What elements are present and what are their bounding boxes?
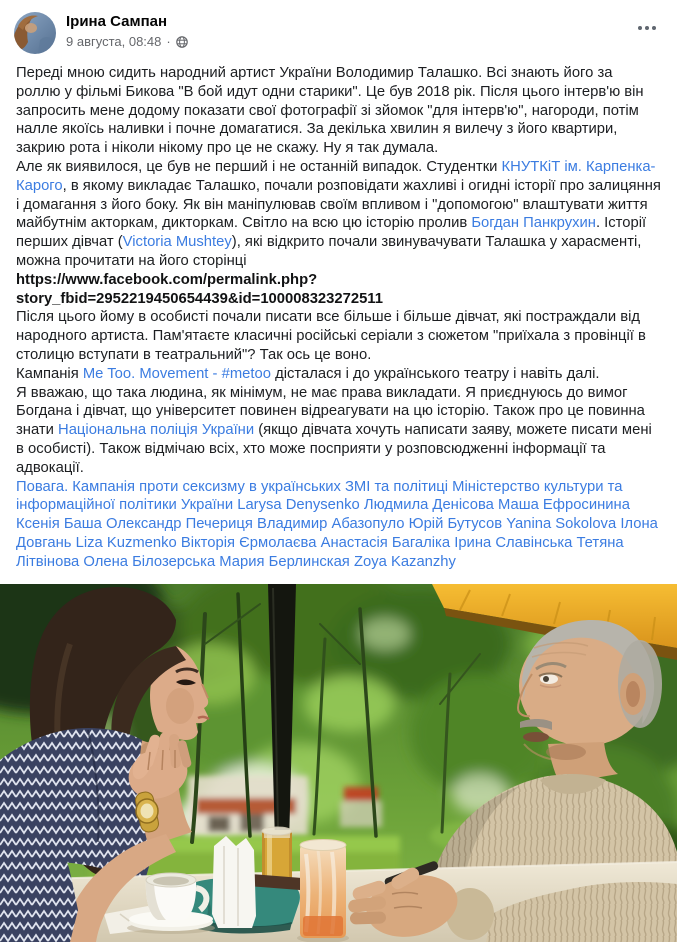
ellipsis-icon [637, 20, 657, 36]
photo-scene [0, 584, 677, 942]
post-link[interactable]: Ірина Славінська [454, 534, 573, 551]
post-text [0, 58, 677, 584]
timestamp-row [66, 34, 629, 50]
post-link[interactable]: Олександр Печериця [106, 516, 253, 533]
post-header [0, 0, 677, 58]
post-link[interactable]: Богдан Панкрухин [471, 215, 596, 232]
post-paragraph [16, 308, 661, 364]
post-link[interactable]: Олена Білозерська [83, 553, 216, 570]
avatar[interactable] [14, 12, 56, 54]
post-text-segment: дісталася і до українського театру і навіть далі. [270, 365, 600, 382]
dot-separator: · [166, 34, 171, 49]
post-text-segment: ), які відкрито почали звинувачувати Талашка у харасменті, можна прочитати на його сторінці [16, 234, 642, 269]
frosted-glass [297, 839, 349, 942]
post-text-segment: Кампанія [16, 365, 83, 382]
post-paragraph [16, 384, 661, 478]
post-text-segment: , в якому викладає Талашко, почали розповідати жахливі і огидні історії про залицяння і домагання з його боку. Як він маніпулював своїм впливом і "допомогою" влаштувати життя майбутнім акторкам, дикторкам. Світло на всю цю історію пролив [16, 177, 661, 232]
post-text-segment: Але як виявилося, це був не перший і не останній випадок. Студентки [16, 158, 502, 175]
post-link[interactable]: Юрій Бутусов [408, 516, 503, 533]
post-link[interactable]: Маша Ефросинина [498, 497, 630, 514]
post-paragraph [16, 271, 661, 309]
post-link[interactable]: Ксенія Баша [16, 516, 102, 533]
post-paragraph [16, 64, 661, 158]
post-link[interactable]: Анастасія Багаліка [320, 534, 451, 551]
post-link[interactable]: Me Too. Movement - [82, 365, 218, 382]
post-link[interactable]: Larysa Denysenko [237, 497, 360, 514]
post-link[interactable]: Владимир Абазопуло [257, 516, 405, 533]
post-link[interactable]: Людмила Денісова [363, 497, 494, 514]
globe-icon [176, 36, 188, 48]
post-link[interactable]: Zoya Kazanzhy [353, 553, 456, 570]
post-paragraph [16, 158, 661, 271]
post-link[interactable]: Liza Kuzmenko [75, 534, 177, 551]
avatar-image [14, 12, 56, 54]
post-link[interactable]: Victoria Mushtey [122, 234, 232, 251]
post-menu-button[interactable] [629, 12, 661, 45]
post-paragraph [16, 365, 661, 384]
post-link[interactable]: Yanina Sokolova [506, 516, 617, 533]
post-text-segment: (якщо дівчата хочуть написати заяву, можете писати мені в особисті). Також відмічаю всіх, хто може посприяти у розповсюдженні інформації та адвокації. [16, 422, 652, 476]
post-link[interactable]: Вікторія Єрмолаєва [180, 534, 317, 551]
post-link[interactable]: Тетяна Літвінова [16, 534, 624, 570]
post-link[interactable]: Ілона Довгань [16, 516, 658, 551]
post-link[interactable]: Міністерство культури та інформаційної політики України [16, 478, 623, 514]
post-link[interactable]: КНУТКіТ ім. Карпенка-Карого [16, 158, 656, 194]
napkin-holder [212, 836, 256, 928]
post-link[interactable]: Мария Берлинская [219, 553, 350, 570]
post-text-segment: . Історії перших дівчат ( [16, 215, 647, 251]
post-link[interactable]: Національна поліція України [58, 422, 255, 439]
author-name[interactable]: Ірина Сампан [66, 13, 168, 30]
post-paragraph [16, 478, 661, 572]
post-text-segment: Переді мною сидить народний артист України Володимир Талашко. Всі знають його за роллю у фільмі Бикова "В бой идут одни старики". Це був 2018 рік. Після цього інтерв'ю він запросить мене додому показати свої фотографії зі зйомок "для інтерв'ю", нагороди, потім налле якоїсь наливки і почне домагатися. За декілька хвилин я вилечу з його квартири, закрию рота і ніколи нікому про це не скажу. Ну я так думала. [16, 65, 644, 157]
post-link[interactable]: #metoo [221, 365, 271, 382]
post-photo[interactable] [0, 584, 677, 942]
post-timestamp[interactable]: 9 августа, 08:48 [66, 34, 162, 49]
post-text-segment: Я вважаю, що така людина, як мінімум, не має права викладати. Я приєднуюсь до вимог Богдана і дівчат, що університет повинен відреагувати на цю історію. Також про це повинна знати [16, 384, 645, 439]
post-text-segment: Після цього йому в особисті почали писати все більше і більше дівчат, які постраждали від народного артиста. Пам'ятаєте класичні російські серіали з сюжетом "приїхала з провінції в столицю вступати в театральний"? Так ось це воно. [16, 309, 646, 363]
post-url-bold[interactable]: https://www.facebook.com/permalink.php?story_fbid=2952219450654439&id=100008323272511 [16, 271, 383, 307]
header-meta [66, 12, 629, 50]
post-link[interactable]: Повага. Кампанія проти сексизму в українських ЗМІ та політиці [16, 478, 449, 495]
